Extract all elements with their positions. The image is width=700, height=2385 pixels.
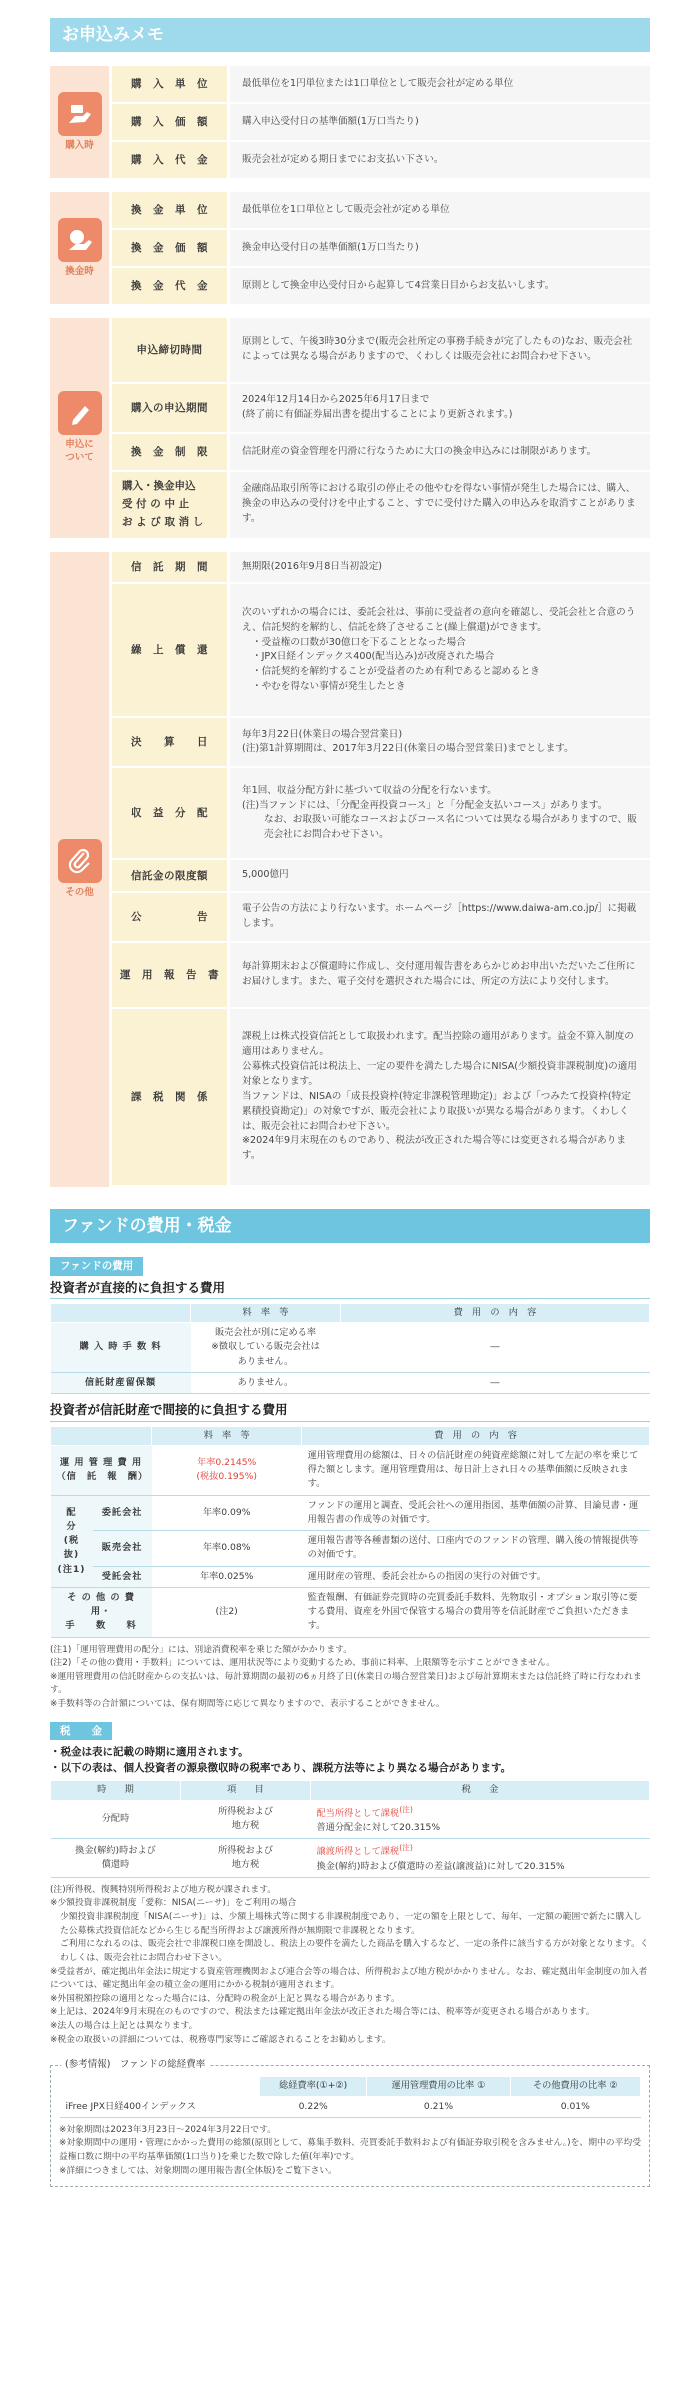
tax-intro xyxy=(50,1744,650,1777)
alloc-name: 受託会社 xyxy=(93,1566,152,1587)
tax-relation-line4: ※2024年9月末現在のものであり、税法が改正された場合等には変更される場合があります。 xyxy=(242,1135,626,1162)
alloc-rate: 年率0.08% xyxy=(152,1531,302,1567)
other-fee-rate: (注2) xyxy=(152,1587,302,1637)
tax-rate-detail: 換金(解約)時および償還時の差益(譲渡益)に対して20.315% xyxy=(316,1860,565,1872)
alloc-content: 運用財産の管理、委託会社からの指図の実行の対価です。 xyxy=(302,1566,650,1587)
tax-note: ※上記は、2024年9月末現在のものですので、税法または確定拠出年金法が改正された場合等には、税率等が変更される場合があります。 xyxy=(50,2007,595,2018)
alloc-name: 委託会社 xyxy=(93,1495,152,1531)
mgmt-fee-rate-value: 年率0.2145% xyxy=(197,1456,257,1468)
tax-item xyxy=(181,1800,311,1839)
reference-title: (参考情報) ファンドの総経費率 xyxy=(61,2058,209,2073)
exchange-limit-label: 換 金 制 限 xyxy=(112,434,230,472)
early-redemption-item: ・やむを得ない事情が発生したとき xyxy=(252,681,406,693)
early-redemption-label: 繰 上 償 還 xyxy=(112,584,230,718)
other-fee-label-line2: 手 数 料 xyxy=(65,1620,137,1632)
tax-note: ※少額投資非課税制度「愛称：NISA(ニーサ)」をご利用の場合 xyxy=(50,1898,297,1909)
deadline-label: 申込締切時間 xyxy=(112,318,230,384)
exchange-payment-label: 換 金 代 金 xyxy=(112,268,230,306)
purchase-fee-content: ― xyxy=(341,1323,650,1373)
tax-col-when: 時 期 xyxy=(51,1781,181,1800)
tax-when-line1: 換金(解約)時および xyxy=(75,1844,156,1856)
tax-type: 譲渡所得として課税 xyxy=(316,1846,400,1858)
tax-note-mark: (注) xyxy=(399,1804,413,1814)
suspension-label-line3: お よ び 取 消 し xyxy=(122,515,204,528)
early-redemption-item: ・受益権の口数が30億口を下ることとなった場合 xyxy=(252,636,466,648)
exchange-payment-value: 原則として換金申込受付日から起算して4営業日目からお支払いします。 xyxy=(230,268,650,306)
ref-col-mgmt: 運用管理費用の比率 ① xyxy=(367,2077,510,2096)
period-label: 購入の申込期間 xyxy=(112,384,230,434)
exchange-table xyxy=(50,192,650,306)
reference-notes xyxy=(59,2124,641,2179)
reference-note: ※対象期間は2023年3月23日～2024年3月22日です。 xyxy=(59,2124,276,2135)
distribution-value-line1: 年1回、収益分配方針に基づいて収益の分配を行ないます。 xyxy=(242,784,497,796)
purchase-fee-label: 購 入 時 手 数 料 xyxy=(51,1323,191,1373)
tax-col-tax: 税 金 xyxy=(311,1781,650,1800)
tax-note: ※税金の取扱いの詳細については、税務専門家等にご確認されることをお勧めします。 xyxy=(50,2034,391,2045)
distribution-label: 収 益 分 配 xyxy=(112,768,230,860)
retention-content: ― xyxy=(341,1372,650,1393)
mgmt-fee-content: 運用管理費用の総額は、日々の信託財産の純資産総額に対して左記の率を乗じて得た額とします。運用管理費用は、毎日計上され日々の基準価額に反映されます。 xyxy=(302,1445,650,1495)
limit-value: 5,000億円 xyxy=(230,860,650,893)
purchase-hand-icon xyxy=(58,92,102,136)
direct-col-rate: 料 率 等 xyxy=(191,1303,341,1322)
fee-note: (注1)「運用管理費用の配分」には、別途消費税率を乗じた額がかかります。 xyxy=(50,1644,353,1655)
ref-fund-name: iFree JPX日経400インデックス xyxy=(60,2096,260,2117)
tax-rate xyxy=(311,1839,650,1878)
early-redemption-value xyxy=(230,584,650,718)
purchase-price-label: 購 入 価 額 xyxy=(112,104,230,142)
tax-item-line2: 地方税 xyxy=(231,1820,260,1832)
ref-other: 0.01% xyxy=(510,2096,640,2117)
table-row xyxy=(51,1587,650,1637)
reference-box xyxy=(50,2059,650,2187)
ref-col-total: 総経費率(①+②) xyxy=(260,2077,367,2096)
retention-rate: ありません。 xyxy=(191,1372,341,1393)
application-category xyxy=(50,318,112,540)
report-value: 毎計算期末および償還時に作成し、交付運用報告書をあらかじめお申出いただいたご住所にお届けします。また、電子交付を選択された場合には、所定の方法により交付します。 xyxy=(230,943,650,1009)
application-category-line2: ついて xyxy=(65,451,94,463)
purchase-unit-value: 最低単位を1円単位または1口単位として販売会社が定める単位 xyxy=(230,66,650,104)
tax-table xyxy=(50,1780,650,1877)
direct-fee-table xyxy=(50,1303,650,1394)
table-row xyxy=(60,2096,641,2117)
exchange-price-label: 換 金 価 額 xyxy=(112,230,230,268)
purchase-fee-rate-line2: ※徴収している販売会社は xyxy=(211,1341,320,1353)
trust-period-label: 信 託 期 間 xyxy=(112,552,230,585)
purchase-table xyxy=(50,66,650,180)
tax-note: ※法人の場合は上記とは異なります。 xyxy=(50,2021,198,2032)
tax-relation-label: 課 税 関 係 xyxy=(112,1009,230,1187)
trust-period-value: 無期限(2016年9月8日当初設定) xyxy=(230,552,650,585)
tax-item-line1: 所得税および xyxy=(217,1844,274,1856)
other-table xyxy=(50,552,650,1190)
table-row xyxy=(51,1566,650,1587)
tax-item-line2: 地方税 xyxy=(231,1859,260,1871)
purchase-fee-rate-line1: 販売会社が別に定める率 xyxy=(214,1327,317,1339)
exchange-price-value: 換金申込受付日の基準価額(1万口当たり) xyxy=(230,230,650,268)
tax-note-mark: (注) xyxy=(399,1843,413,1853)
alloc-label-line1: 配 分 xyxy=(66,1506,87,1532)
table-row xyxy=(51,1531,650,1567)
purchase-payment-label: 購 入 代 金 xyxy=(112,142,230,180)
exchange-unit-label: 換 金 単 位 xyxy=(112,192,230,230)
purchase-fee-rate xyxy=(191,1323,341,1373)
fee-note: ※運用管理費用の信託財産からの支払いは、毎計算期間の最初の6ヵ月終了日(休業日の場合翌営業日)および毎計算期末または信託終了時に行なわれます。 xyxy=(50,1671,642,1696)
notice-label: 公 告 xyxy=(112,893,230,943)
other-fee-label-line1: そ の 他 の 費 用・ xyxy=(67,1591,135,1618)
other-fee-label xyxy=(51,1587,152,1637)
exchange-category-label: 換金時 xyxy=(65,265,94,277)
early-redemption-item: ・JPX日経インデックス400(配当込み)が改廃された場合 xyxy=(252,651,495,663)
deadline-value: 原則として、午後3時30分まで(販売会社所定の事務手続きが完了したもの)なお、販売会社によっては異なる場合がありますので、くわしくは販売会社にお問合わせ下さい。 xyxy=(230,318,650,384)
purchase-price-value: 購入申込受付日の基準価額(1万口当たり) xyxy=(230,104,650,142)
indirect-col-rate: 料 率 等 xyxy=(152,1426,302,1445)
tax-intro-line1: ・税金は表に記載の時期に適用されます。 xyxy=(50,1745,249,1758)
ref-total: 0.22% xyxy=(260,2096,367,2117)
table-row xyxy=(51,1495,650,1531)
application-table xyxy=(50,318,650,540)
other-category-label: その他 xyxy=(65,887,94,899)
report-label: 運 用 報 告 書 xyxy=(112,943,230,1009)
mgmt-fee-label-line2: （信 託 報 酬） xyxy=(56,1471,149,1483)
ref-col-other: その他費用の比率 ② xyxy=(510,2077,640,2096)
distribution-value-line3: なお、お取扱い可能なコースおよびコース名については異なる場合がありますので、販売会社にお問合わせ下さい。 xyxy=(264,814,637,841)
other-category xyxy=(50,552,112,1190)
other-fee-content: 監査報酬、有価証券売買時の売買委託手数料、先物取引・オプション取引等に要する費用、資産を外国で保管する場合の費用等を信託財産でご負担いただきます。 xyxy=(302,1587,650,1637)
exchange-coin-icon xyxy=(58,218,102,262)
alloc-content: ファンドの運用と調査、受託会社への運用指図、基準価額の計算、目論見書・運用報告書の作成等の対価です。 xyxy=(302,1495,650,1531)
tax-relation-line2: 公募株式投資信託は税法上、一定の要件を満たした場合にNISA(少額投資非課税制度)の適用対象となります。 xyxy=(242,1061,637,1087)
period-value-line1: 2024年12月14日から2025年6月17日まで xyxy=(242,394,430,406)
mgmt-fee-label xyxy=(51,1445,152,1495)
distribution-value-line2: (注)当ファンドには、「分配金再投資コース」と「分配金支払いコース」があります。 xyxy=(242,799,608,811)
fees-pill: ファンドの費用 xyxy=(50,1257,143,1275)
tax-when xyxy=(51,1839,181,1878)
alloc-label-line2: (税抜) xyxy=(63,1535,80,1561)
exchange-category xyxy=(50,192,112,306)
fee-note: ※手数料等の合計額については、保有期間等に応じて異なりますので、表示することができません。 xyxy=(50,1699,445,1710)
tax-rate-detail: 普通分配金に対して20.315% xyxy=(316,1822,441,1833)
reference-table xyxy=(59,2076,641,2118)
suspension-label xyxy=(112,472,230,540)
reference-note: ※対象期間中の運用・管理にかかった費用の総額(原則として、募集手数料、売買委託手数料および有価証券取引税を含みません。)を、期中の平均受益権口数に期中の平均基準価額(1口当り)を乗じた数で除した値(年率)です。 xyxy=(59,2138,641,2163)
tax-type: 配当所得として課税 xyxy=(316,1807,400,1819)
tax-notes xyxy=(50,1884,650,2048)
suspension-label-line1: 購入・換金申込 xyxy=(122,480,196,492)
tax-item xyxy=(181,1839,311,1878)
tax-note: ※外国税額控除の適用となった場合には、分配時の税金が上記と異なる場合があります。 xyxy=(50,1993,400,2004)
memo-title: お申込みメモ xyxy=(62,24,164,45)
exchange-limit-value: 信託財産の資金管理を円滑に行なうために大口の換金申込みには制限があります。 xyxy=(230,434,650,472)
tax-note: ※受益者が、確定拠出年金法に規定する資産管理機関および連合会等の場合は、所得税および地方税がかかりません。なお、確定拠出年金制度の加入者については、確定拠出年金の積立金の運用にかかる税制が適用されます。 xyxy=(50,1966,648,1991)
settlement-value-line1: 毎年3月22日(休業日の場合翌営業日) xyxy=(242,728,403,740)
indirect-col-content: 費 用 の 内 容 xyxy=(302,1426,650,1445)
application-category-label xyxy=(50,439,109,464)
distribution-value xyxy=(230,768,650,860)
limit-label: 信託金の限度額 xyxy=(112,860,230,893)
indirect-fee-table xyxy=(50,1426,650,1638)
tax-item-line1: 所得税および xyxy=(217,1806,274,1818)
suspension-value: 金融商品取引所等における取引の停止その他やむを得ない事情が発生した場合には、購入、換金の申込みの受付けを中止すること、すでに受付けた購入の申込みを取消すことがあります。 xyxy=(230,472,650,540)
memo-title-bar xyxy=(50,18,650,52)
alloc-content: 運用報告書等各種書類の送付、口座内でのファンドの管理、購入後の情報提供等の対価です。 xyxy=(302,1531,650,1567)
notice-value: 電子公告の方法により行ないます。ホームページ［https://www.daiwa-am.co.jp/］に掲載します。 xyxy=(230,893,650,943)
purchase-fee-rate-line3: ありません。 xyxy=(237,1355,294,1367)
mgmt-fee-rate xyxy=(152,1445,302,1495)
settlement-value-line2: (注)第1計算期間は、2017年3月22日(休業日の場合翌営業日)までとします。 xyxy=(242,743,574,755)
table-row xyxy=(51,1445,650,1495)
tax-when-line2: 償還時 xyxy=(101,1859,130,1871)
period-value xyxy=(230,384,650,434)
period-value-line2: (終了前に有価証券届出書を提出することにより更新されます。) xyxy=(242,409,513,420)
direct-heading: 投資者が直接的に負担する費用 xyxy=(50,1278,650,1299)
tax-relation-line3: 当ファンドは、NISAの「成長投資枠(特定非課税管理勘定)」および「つみたて投資枠(特定累積投資勘定)」の対象ですが、販売会社により取扱いが異なる場合があります。くわしくは、販売会社にお問合わせ下さい。 xyxy=(242,1090,631,1132)
tax-note: (注)所得税、復興特別所得税および地方税が課されます。 xyxy=(50,1884,277,1895)
purchase-payment-value: 販売会社が定める期日までにお支払い下さい。 xyxy=(230,142,650,180)
paperclip-icon xyxy=(58,839,102,883)
purchase-category-label: 購入時 xyxy=(65,139,94,151)
settlement-label: 決 算 日 xyxy=(112,718,230,768)
tax-col-item: 項 目 xyxy=(181,1781,311,1800)
retention-label: 信託財産留保額 xyxy=(51,1372,191,1393)
early-redemption-item: ・信託契約を解約することが受益者のため有利であると認めるとき xyxy=(252,666,540,678)
early-redemption-intro: 次のいずれかの場合には、委託会社は、事前に受益者の意向を確認し、受託会社と合意のうえ、信託契約を解約し、信託を終了させること(繰上償還)ができます。 xyxy=(242,606,636,633)
mgmt-fee-label-line1: 運 用 管 理 費 用 xyxy=(60,1456,143,1468)
table-row xyxy=(51,1372,650,1393)
tax-note: 少額投資非課税制度「NISA(ニーサ)」は、少額上場株式等に関する非課税制度であり、一定の額を上限として、毎年、一定額の範囲で新たに購入した公募株式投資信託などから生じる配当所得および譲渡所得が無期限で非課税となります。 xyxy=(60,1912,642,1936)
alloc-name: 販売会社 xyxy=(93,1531,152,1567)
tax-rate xyxy=(311,1800,650,1839)
suspension-label-line2: 受 付 の 中 止 xyxy=(122,497,190,510)
fee-notes xyxy=(50,1644,650,1712)
table-row xyxy=(51,1839,650,1878)
fees-title: ファンドの費用・税金 xyxy=(62,1216,232,1237)
ref-mgmt: 0.21% xyxy=(367,2096,510,2117)
tax-when: 分配時 xyxy=(51,1800,181,1839)
table-row xyxy=(51,1800,650,1839)
alloc-label-line3: (注1) xyxy=(57,1563,86,1575)
exchange-unit-value: 最低単位を1口単位として販売会社が定める単位 xyxy=(230,192,650,230)
table-row xyxy=(51,1323,650,1373)
alloc-rate: 年率0.025% xyxy=(152,1566,302,1587)
tax-relation-line1: 課税上は株式投資信託として取扱われます。配当控除の適用があります。益金不算入制度の適用はありません。 xyxy=(242,1031,634,1058)
tax-note: ご利用になれるのは、販売会社で非課税口座を開設し、税法上の要件を満たした商品を購入するなど、一定の条件に該当する方が対象となります。くわしくは、販売会社にお問合わせ下さい。 xyxy=(60,1939,649,1963)
tax-intro-line2: ・以下の表は、個人投資者の源泉徴収時の税率であり、課税方法等により異なる場合があります。 xyxy=(50,1762,512,1775)
indirect-heading: 投資者が信託財産で間接的に負担する費用 xyxy=(50,1400,650,1421)
alloc-label xyxy=(51,1495,93,1587)
fee-note: (注2)「その他の費用・手数料」については、運用状況等により変動するため、事前に料率、上限額等を示すことができません。 xyxy=(50,1658,556,1669)
mgmt-fee-rate-ex-tax: (税抜0.195%) xyxy=(196,1471,257,1483)
reference-note: ※詳細につきましては、対象期間の運用報告書(全体版)をご覧下さい。 xyxy=(59,2165,337,2176)
purchase-category xyxy=(50,66,112,180)
tax-pill: 税 金 xyxy=(50,1722,112,1740)
application-category-line1: 申込に xyxy=(65,439,94,451)
purchase-unit-label: 購 入 単 位 xyxy=(112,66,230,104)
tax-relation-value xyxy=(230,1009,650,1187)
fees-title-bar xyxy=(50,1209,650,1243)
pen-icon xyxy=(58,391,102,435)
settlement-value xyxy=(230,718,650,768)
alloc-rate: 年率0.09% xyxy=(152,1495,302,1531)
direct-col-content: 費 用 の 内 容 xyxy=(341,1303,650,1322)
